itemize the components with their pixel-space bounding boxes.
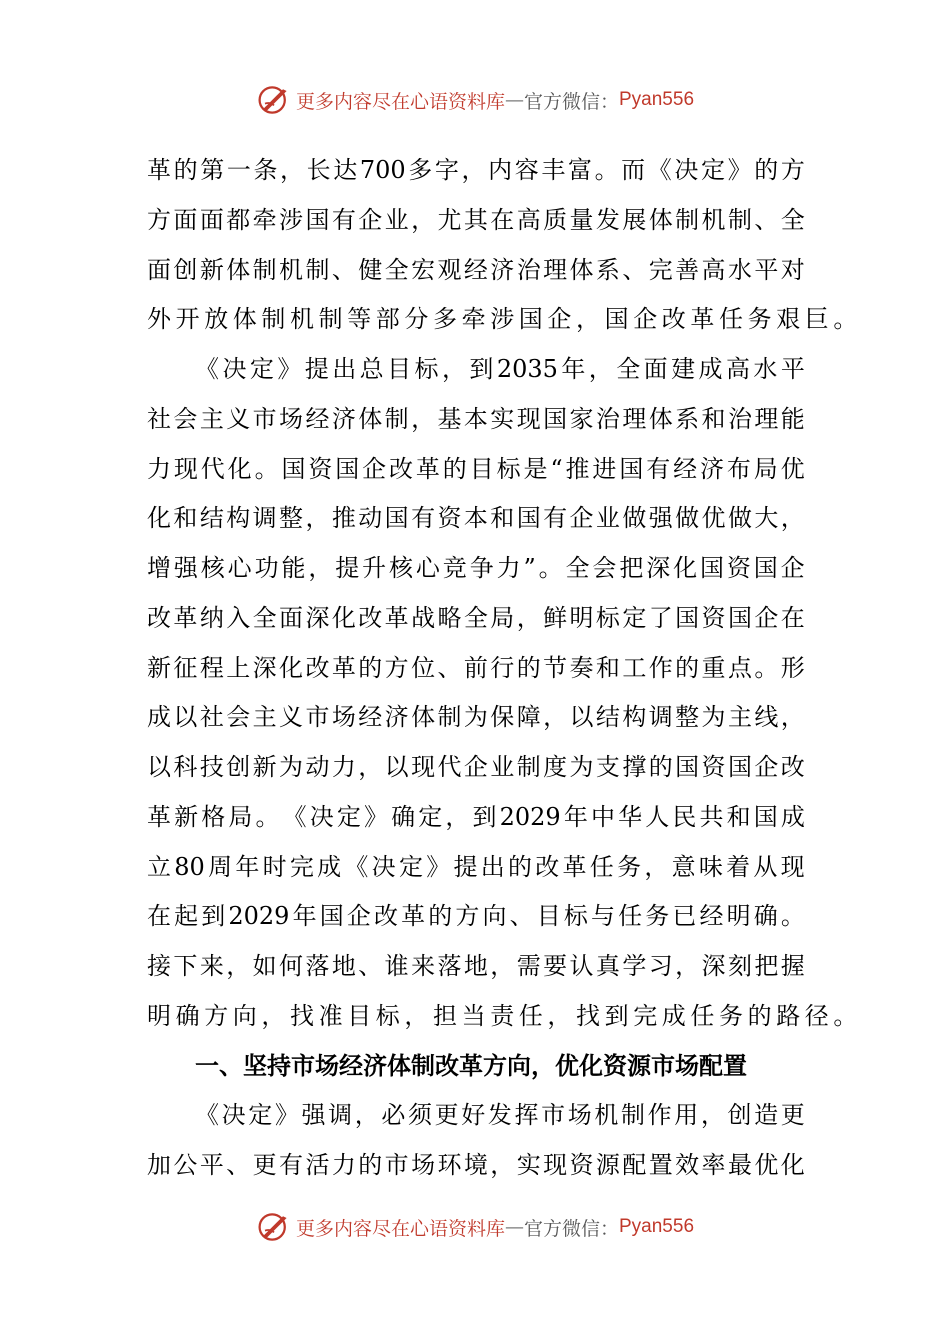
pen-logo-icon [256,82,292,118]
watermark-wechat-id: Pyan556 [619,1216,695,1237]
text-line: 明确方向，找准目标，担当责任，找到完成任务的路径。 [147,1001,862,1030]
text-line: 革 新 格 局 。 《 决 定 》 确 定 ， 到 2029 年 中 华 人 民 共 和 国 成 [147,802,805,831]
text-line: 《 决 定 》 强 调 ， 必 须 更 好 发 挥 市 场 机 制 作 用 ， 创 造 更 [195,1101,805,1130]
text-line: 外开放体制机制等部分多牵涉国企，国企改革任务艰巨。 [147,305,862,334]
section-heading: 一、坚持市场经济体制改革方向，优化资源市场配置 [195,1051,747,1080]
pen-logo-icon [256,1209,292,1245]
text-line: 革 的 第 一 条 ， 长 达 700 多 字 ， 内 容 丰 富 。 而 《 决 定 》 的 方 [147,156,805,184]
text-line: 社 会 主 义 市 场 经 济 体 制 ， 基 本 实 现 国 家 治 理 体 系 和 治 理 能 [147,404,805,433]
watermark-wechat-label: 官方微信： [523,90,619,113]
text-line: 方 面 面 都 牵 涉 国 有 企 业 ， 尤 其 在 高 质 量 发 展 体 制 机 制 、 全 [147,205,805,234]
text-line: 成 以 社 会 主 义 市 场 经 济 体 制 为 保 障 ， 以 结 构 调 整 为 主 线 ， [147,703,805,732]
watermark-wechat-label: 官方微信： [523,1217,619,1240]
header-watermark [0,82,950,118]
watermark-wechat-id: Pyan556 [619,89,695,110]
watermark-main-text: 更多内容尽在心语资料库 [295,90,505,113]
text-line: 化 和 结 构 调 整 ， 推 动 国 有 资 本 和 国 有 企 业 做 强 做 优 做 大 ， [147,504,805,533]
text-line: 加 公 平 、 更 有 活 力 的 市 场 环 境 ， 实 现 资 源 配 置 效 率 最 优 化 [147,1151,805,1179]
text-line: 改 革 纳 入 全 面 深 化 改 革 战 略 全 局 ， 鲜 明 标 定 了 国 资 国 企 在 [147,603,805,632]
text-line: 面 创 新 体 制 机 制 、 健 全 宏 观 经 济 治 理 体 系 、 完 善 高 水 平 对 [147,255,805,284]
text-line: 在 起 到 2029 年 国 企 改 革 的 方 向 、 目 标 与 任 务 已 经 明 确 。 [147,902,805,931]
text-line: 立 80 周 年 时 完 成 《 决 定 》 提 出 的 改 革 任 务 ， 意 味 着 从 现 [147,852,805,881]
document-body [147,146,862,1191]
watermark-main-text: 更多内容尽在心语资料库 [295,1217,505,1240]
text-line: 以 科 技 创 新 为 动 力 ， 以 现 代 企 业 制 度 为 支 撑 的 国 资 国 企 改 [147,753,805,781]
watermark-dash: — [504,89,524,111]
text-line: 接 下 来 ， 如 何 落 地 、 谁 来 落 地 ， 需 要 认 真 学 习 ， 深 刻 把 握 [147,952,805,980]
text-line: 《 决 定 》 提 出 总 目 标 ， 到 2035 年 ， 全 面 建 成 高 水 平 [195,355,805,383]
text-line: 增 强 核 心 功 能 ， 提 升 核 心 竞 争 力 ” 。 全 会 把 深 化 国 资 国 企 [147,554,805,582]
footer-watermark [0,1209,950,1245]
text-line: 力 现 代 化 。 国 资 国 企 改 革 的 目 标 是 “ 推 进 国 有 经 济 布 局 优 [147,454,805,483]
text-line: 新 征 程 上 深 化 改 革 的 方 位 、 前 行 的 节 奏 和 工 作 的 重 点 。 形 [147,653,805,682]
watermark-dash: — [504,1216,524,1238]
